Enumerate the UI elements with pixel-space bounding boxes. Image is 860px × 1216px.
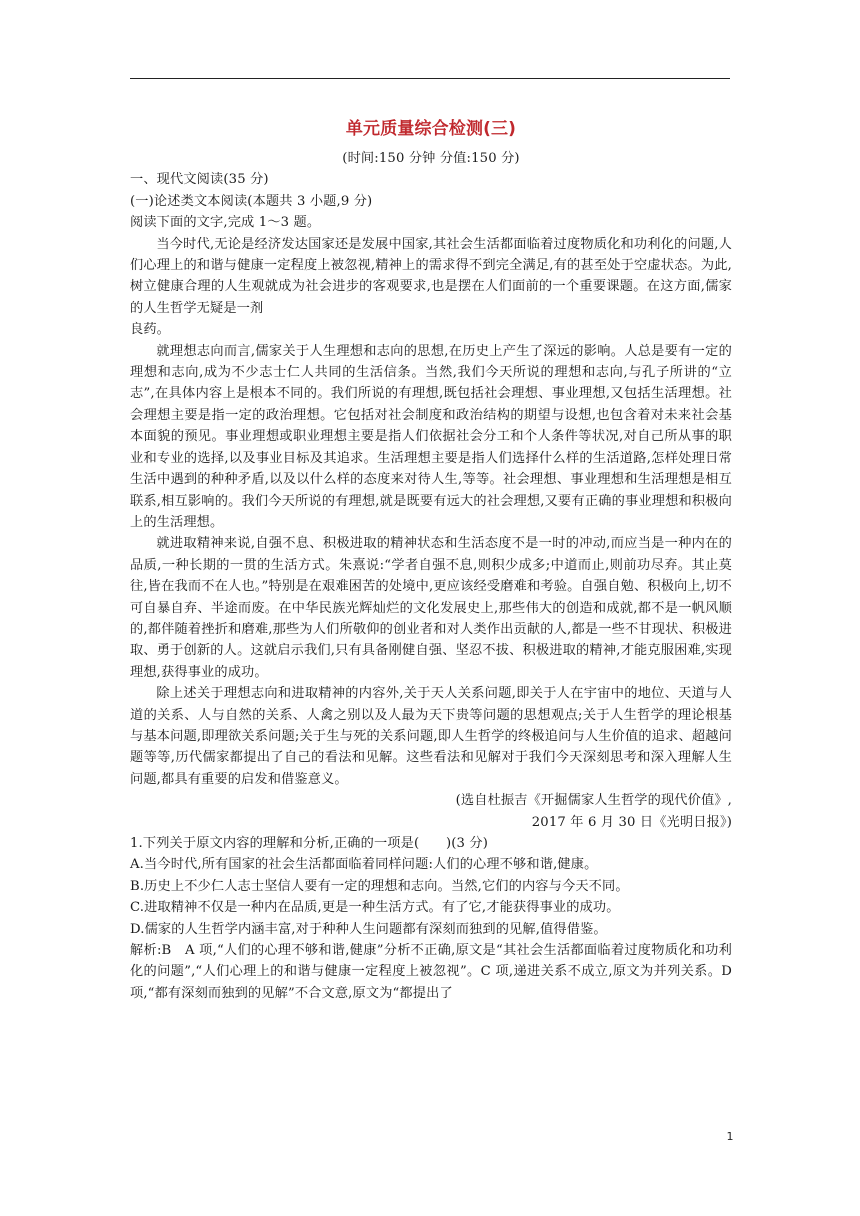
article-paragraph: 当今时代,无论是经济发达国家还是发展中国家,其社会生活都面临着过度物质化和功利化的问题,人们心理上的和谐与健康一定程度上被忽视,精神上的需求得不到完全满足,有的甚至处于空虚状态。为此,树立健康合理的人生观就成为社会进步的客观要求,也是摆在人们面前的一个重要课题。在这方面,儒家的人生哲学无疑是一剂: [130, 236, 732, 316]
article-paragraph-tail: 良药。: [130, 322, 171, 338]
article-paragraph: 就进取精神来说,自强不息、积极进取的精神状态和生活态度不是一时的冲动,而应当是一种内在的品质,一种长期的一贯的生活方式。朱熹说:“学者自强不息,则积少成多;中道而止,则前功尽弃。其止莫往,皆在我而不在人也。”特别是在艰难困苦的处境中,更应该经受磨难和考验。自强自勉、积极向上,切不可自暴自弃、半途而废。在中华民族光辉灿烂的文化发展史上,那些伟大的创造和成就,都不是一帆风顺的,都伴随着挫折和磨难,那些为人们所敬仰的创业者和对人类作出贡献的人,都是一些不甘现状、积极进取、勇于创新的人。这就启示我们,只有具备刚健自强、坚忍不拔、积极进取的精神,才能克服困难,实现理想,获得事业的成功。: [130, 536, 732, 680]
option-b: B.历史上不少仁人志士坚信人要有一定的理想和志向。当然,它们的内容与今天不同。: [130, 878, 629, 894]
option-d: D.儒家的人生哲学内涵丰富,对于种种人生问题都有深刻而独到的见解,值得借鉴。: [130, 921, 607, 937]
header-rule: [130, 78, 730, 79]
page-number: 1: [726, 1130, 734, 1143]
page-title: 单元质量综合检测(三): [345, 119, 517, 139]
source-citation-line-1: (选自杜振吉《开掘儒家人生哲学的现代价值》,: [455, 793, 732, 809]
source-citation-line-2: 2017 年 6 月 30 日《光明日报》): [531, 814, 732, 830]
option-a: A.当今时代,所有国家的社会生活都面临着同样问题:人们的心理不够和谐,健康。: [130, 857, 598, 873]
article-paragraph: 就理想志向而言,儒家关于人生理想和志向的思想,在历史上产生了深远的影响。人总是要有一定的理想和志向,成为不少志士仁人共同的生活信条。当然,我们今天所说的理想和志向,与孔子所讲的“立志”,在具体内容上是根本不同的。我们所说的有理想,既包括社会理想、事业理想,又包括生活理想。社会理想主要是指一定的政治理想。它包括对社会制度和政治结构的期望与设想,也包含着对未来社会基本面貌的预见。事业理想或职业理想主要是指人们依据社会分工和个人条件等状况,对自己所从事的职业和专业的选择,以及事业目标及其追求。生活理想主要是指人们选择什么样的生活道路,怎样处理日常生活中遇到的种种矛盾,以及以什么样的态度来对待人生,等等。社会理想、事业理想和生活理想是相互联系,相互影响的。我们今天所说的有理想,就是既要有远大的社会理想,又要有正确的事业理想和积极向上的生活理想。: [130, 343, 732, 530]
question-stem: 1.下列关于原文内容的理解和分析,正确的一项是( )(3 分): [130, 836, 489, 851]
section-subheading: (一)论述类文本阅读(本题共 3 小题,9 分): [130, 193, 373, 209]
section-heading: 一、现代文阅读(35 分): [130, 172, 269, 188]
document-page: [130, 118, 732, 1004]
reading-instruction: 阅读下面的文字,完成 1～3 题。: [130, 215, 321, 231]
article-paragraph: 除上述关于理想志向和进取精神的内容外,关于天人关系问题,即关于人在宇宙中的地位、天道与人道的关系、人与自然的关系、人禽之别以及人最为天下贵等问题的思想观点;关于人生哲学的理论根基与基本问题,即理欲关系问题;关于生与死的关系问题,即人生哲学的终极追问与人生价值的追求、超越问题等等,历代儒家都提出了自己的看法和见解。这些看法和见解对于我们今天深刻思考和深入理解人生问题,都具有重要的启发和借鉴意义。: [130, 686, 732, 787]
exam-info: (时间:150 分钟 分值:150 分): [342, 151, 520, 166]
answer-analysis: 解析:B A 项,“人们的心理不够和谐,健康”分析不正确,原文是“其社会生活都面临着过度物质化和功利化的问题”,“人们心理上的和谐与健康一定程度上被忽视”。C 项,递进关系不成立,原文为并列关系。D 项,“都有深刻而独到的见解”不合文意,原文为“都提出了: [130, 943, 732, 1001]
option-c: C.进取精神不仅是一种内在品质,更是一种生活方式。有了它,才能获得事业的成功。: [130, 900, 620, 916]
